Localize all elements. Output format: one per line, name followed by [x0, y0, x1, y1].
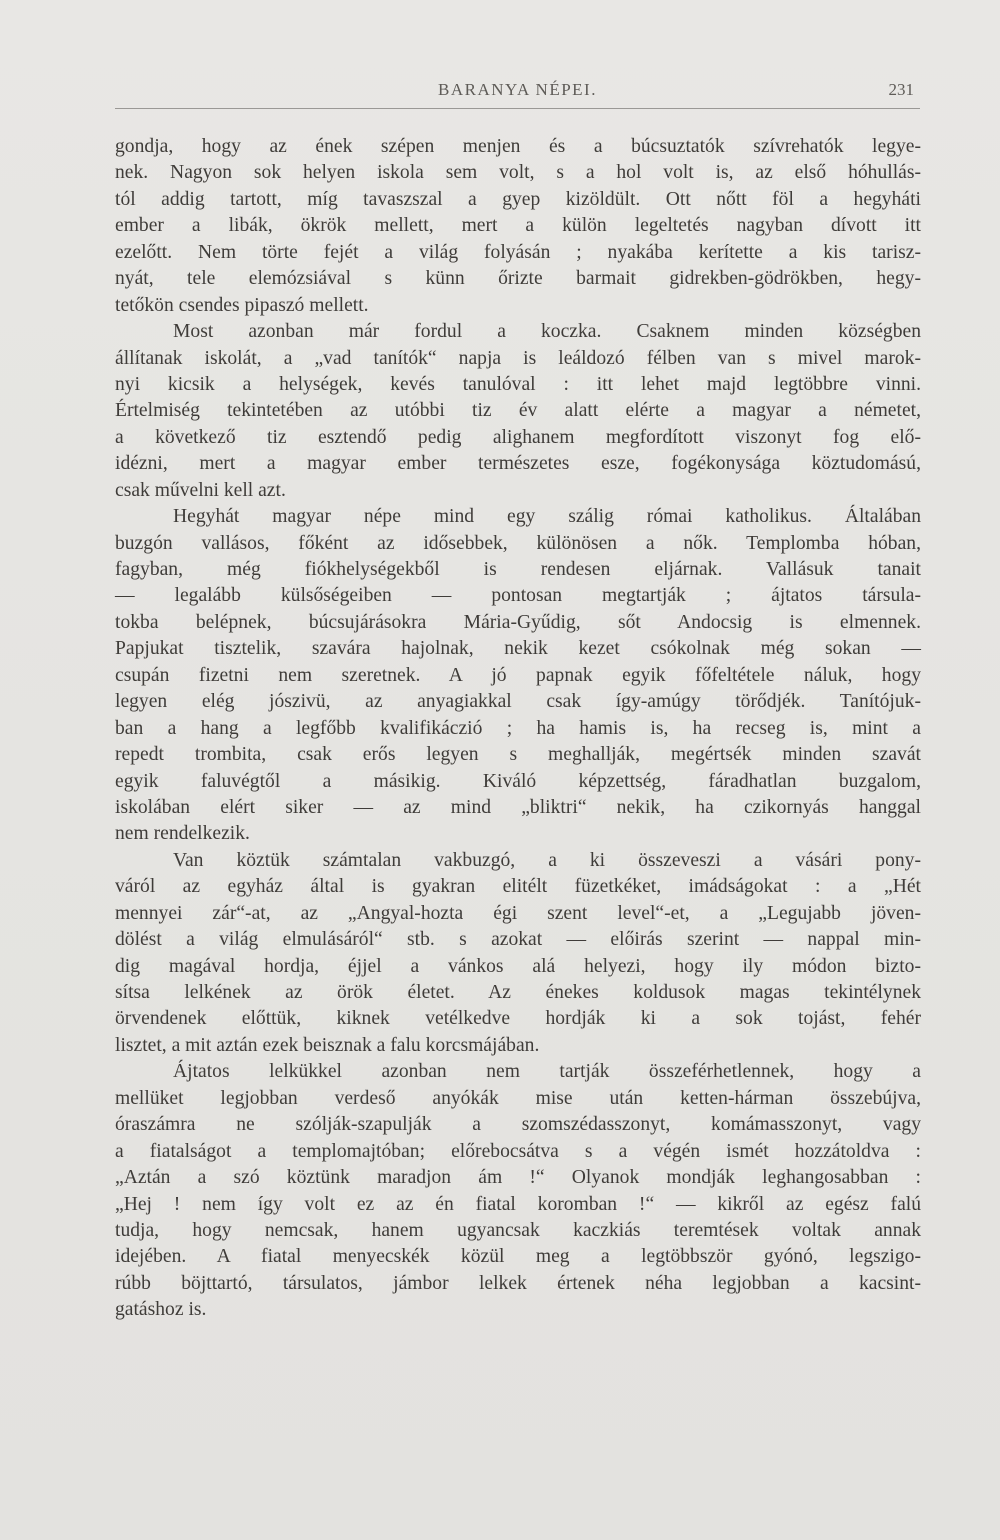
text-line: Hegyhát magyar népe mind egy szálig római katholikus. Általában: [173, 506, 921, 528]
text-line: Papjukat tisztelik, szavára hajolnak, nekik kezet csókolnak még sokan —: [115, 638, 921, 660]
text-line: — legalább külsőségeiben — pontosan megtartják ; ájtatos társula-: [115, 585, 921, 607]
text-line: Ájtatos lelkükkel azonban nem tartják összeférhetlennek, hogy a: [173, 1061, 921, 1083]
text-line: sítsa lelkének az örök életet. Az énekes koldusok magas tekintélynek: [115, 982, 921, 1003]
text-line: „Hej ! nem így volt ez az én fiatal koromban !“ — kikről az egész falú: [115, 1193, 921, 1215]
text-line: állítanak iskolát, a „vad tanítók“ napja is leáldozó félben van s mivel marok-: [115, 347, 921, 369]
text-line: tetőkön csendes pipaszó mellett.: [115, 294, 369, 316]
text-line: örvendenek előttük, kiknek vetélkedve hordják ki a sok tojást, fehér: [115, 1008, 921, 1030]
running-title: BARANYA NÉPEI.: [438, 80, 597, 99]
text-line: Van köztük számtalan vakbuzgó, a ki összeveszi a vásári pony-: [173, 849, 921, 871]
text-line: idézni, mert a magyar ember természetes esze, fogékonysága köztudomású,: [115, 453, 921, 475]
paragraph-3: [115, 504, 921, 848]
text-line: egyik faluvégtől a másikig. Kiváló képzettség, fáradhatlan buzgalom,: [115, 770, 921, 792]
text-line: csupán fizetni nem szeretnek. A jó papnak egyik főfeltétele náluk, hogy: [115, 664, 921, 686]
text-line: nem rendelkezik.: [115, 823, 250, 845]
text-line: mennyei zár“-at, az „Angyal-hozta égi szent level“-et, a „Legujabb jöven-: [115, 902, 921, 924]
text-line: gatáshoz is.: [115, 1299, 207, 1321]
text-line: tudja, hogy nemcsak, hanem ugyancsak kaczkiás teremtések voltak annak: [115, 1219, 921, 1241]
text-line: gondja, hogy az ének szépen menjen és a búcsuztatók szívrehatók legye-: [115, 136, 921, 157]
text-line: Most azonban már fordul a koczka. Csaknem minden községben: [173, 321, 921, 343]
text-line: a fiatalságot a templomajtóban; előrebocsátva s a végén ismét hozzátoldva :: [115, 1140, 921, 1162]
paragraph-1: [115, 134, 921, 319]
running-header: [115, 78, 920, 109]
text-line: nek. Nagyon sok helyen iskola sem volt, s a hol volt is, az első hóhullás-: [115, 162, 921, 184]
text-line: rúbb böjttartó, társulatos, jámbor lelkek értenek néha legjobban a kacsint-: [115, 1272, 921, 1294]
text-line: „Aztán a szó köztünk maradjon ám !“ Olyanok mondják leghangosabban :: [115, 1167, 921, 1189]
text-line: csak művelni kell azt.: [115, 479, 286, 501]
body-text: [115, 134, 921, 1324]
text-line: lisztet, a mit aztán ezek beisznak a falu korcsmájában.: [115, 1034, 540, 1056]
text-line: nyi kicsik a helységek, kevés tanulóval : itt lehet majd legtöbbre vinni.: [115, 373, 921, 395]
paragraph-4: [115, 848, 921, 1060]
paragraph-5: [115, 1059, 921, 1323]
text-line: a következő tiz esztendő pedig alighanem megfordított viszonyt fog elő-: [115, 426, 921, 448]
text-line: idejében. A fiatal menyecskék közül meg a legtöbbször gyónó, legszigo-: [115, 1246, 921, 1268]
text-line: ban a hang a legfőbb kvalifikáczió ; ha hamis is, ha recseg is, mint a: [115, 717, 921, 739]
text-line: ember a libák, ökrök mellett, mert a külön legeltetés nagyban dívott itt: [115, 215, 921, 237]
text-line: mellüket legjobban verdeső anyókák mise után ketten-hárman összebújva,: [115, 1087, 921, 1109]
text-line: iskolában elért siker — az mind „bliktri“ nekik, ha czikornyás hanggal: [115, 796, 921, 818]
text-line: dig magával hordja, éjjel a vánkos alá helyezi, hogy ily módon bizto-: [115, 955, 921, 977]
text-line: ezelőtt. Nem törte fejét a világ folyásán ; nyakába kerítette a kis tarisz-: [115, 241, 921, 263]
text-line: nyát, tele elemózsiával s künn őrizte barmait gidrekben-gödrökben, hegy-: [115, 268, 921, 290]
text-line: Értelmiség tekintetében az utóbbi tiz év alatt elérte a magyar a németet,: [115, 400, 921, 422]
paragraph-2: [115, 319, 921, 504]
text-line: tokba belépnek, búcsujárásokra Mária-Gyűdig, sőt Andocsig is elmennek.: [115, 611, 921, 633]
text-line: legyen elég jószivü, az anyagiakkal csak így-amúgy törődjék. Tanítójuk-: [115, 691, 921, 713]
page-number: 231: [888, 80, 914, 99]
text-line: dölést a világ elmulásáról“ stb. s azokat — előirás szerint — nappal min-: [115, 929, 921, 951]
text-line: fagyban, még fiókhelységekből is rendesen eljárnak. Vallásuk tanait: [115, 559, 921, 580]
text-line: váról az egyház által is gyakran elitélt füzetkéket, imádságokat : a „Hét: [115, 876, 921, 898]
text-line: óraszámra ne szólják-szapulják a szomszédasszonyt, komámasszonyt, vagy: [115, 1114, 921, 1136]
text-line: tól addig tartott, míg tavaszszal a gyep kizöldült. Ott nőtt föl a hegyháti: [115, 188, 921, 210]
text-line: repedt trombita, csak erős legyen s meghallják, megértsék minden szavát: [115, 744, 921, 766]
text-line: buzgón vallásos, főként az idősebbek, különösen a nők. Templomba hóban,: [115, 532, 921, 554]
